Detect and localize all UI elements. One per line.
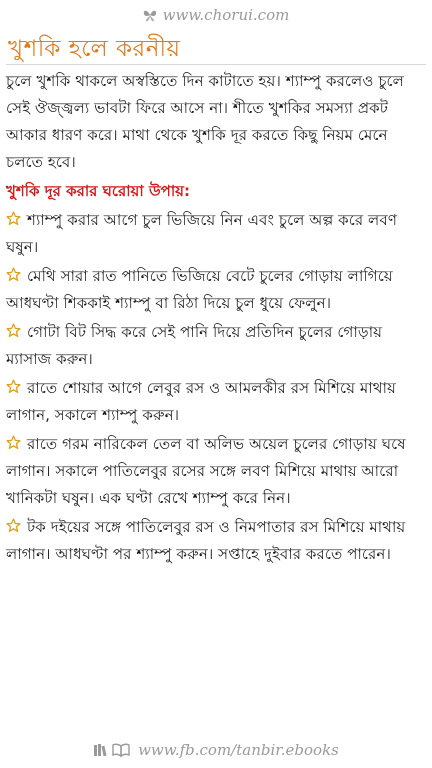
star-outline-icon — [6, 211, 21, 226]
remedies-heading: খুশকি দূর করার ঘরোয়া উপায়: — [6, 182, 191, 200]
tip-item — [6, 431, 424, 512]
tip-text: রাতে শোয়ার আগে লেবুর রস ও আমলকীর রস মিশিয়ে মাথায় লাগান, সকালে শ্যাম্পু করুন। — [6, 379, 396, 424]
tip-item — [6, 319, 424, 373]
tip-item — [6, 207, 424, 261]
site-header — [0, 4, 432, 26]
tip-item — [6, 514, 424, 568]
tip-text: রাতে গরম নারিকেল তেল বা অলিভ অয়েল চুলের গোড়ায় ঘষে লাগান। সকালে পাতিলেবুর রসের সঙ্গে লবণ মিশিয়ে মাথায় আরো খানিকটা ঘষুন। এক ঘণ্টা রেখে শ্যাম্পু করে নিন। — [6, 435, 406, 507]
title-divider — [6, 64, 426, 65]
tip-item — [6, 375, 424, 429]
open-book-icon — [112, 743, 130, 757]
site-footer — [0, 738, 432, 762]
butterfly-icon — [143, 8, 157, 22]
star-outline-icon — [6, 267, 21, 282]
intro-paragraph: চুলে খুশকি থাকলে অস্বস্তিতে দিন কাটাতে হয়। শ্যাম্পু করলেও চুলে সেই ঔজ্জ্বল্য ভাবটা ফিরে আসে না। শীতে খুশকির সমস্যা প্রকট আকার ধারণ করে। মাথা থেকে খুশকি দূর করতে কিছু নিয়ম মেনে চলতে হবে। — [6, 72, 404, 171]
star-outline-icon — [6, 518, 21, 533]
star-outline-icon — [6, 379, 21, 394]
star-outline-icon — [6, 323, 21, 338]
tip-item — [6, 263, 424, 317]
article-body — [6, 68, 424, 568]
star-outline-icon — [6, 435, 21, 450]
books-icon — [93, 743, 109, 757]
footer-link[interactable]: www.fb.com/tanbir.ebooks — [138, 741, 339, 759]
tip-text: টক দইয়ের সঙ্গে পাতিলেবুর রস ও নিমপাতার রস মিশিয়ে মাথায় লাগান। আধঘণ্টা পর শ্যাম্পু করুন। সপ্তাহে দুইবার করতে পারেন। — [6, 518, 406, 563]
tip-text: গোটা বিট সিদ্ধ করে সেই পানি দিয়ে প্রতিদিন চুলের গোড়ায় ম্যাসাজ করুন। — [6, 323, 383, 368]
footer-icons — [93, 743, 130, 757]
site-url[interactable]: www.chorui.com — [162, 6, 290, 24]
article-title: খুশকি হলে করনীয় — [8, 36, 181, 62]
tip-text: শ্যাম্পু করার আগে চুল ভিজিয়ে নিন এবং চুলে অল্প করে লবণ ঘষুন। — [6, 211, 397, 256]
tip-text: মেথি সারা রাত পানিতে ভিজিয়ে বেটে চুলের গোড়ায় লাগিয়ে আধঘণ্টা শিককাই শ্যাম্পু বা রিঠা দিয়ে চুল ধুয়ে ফেলুন। — [6, 267, 393, 312]
